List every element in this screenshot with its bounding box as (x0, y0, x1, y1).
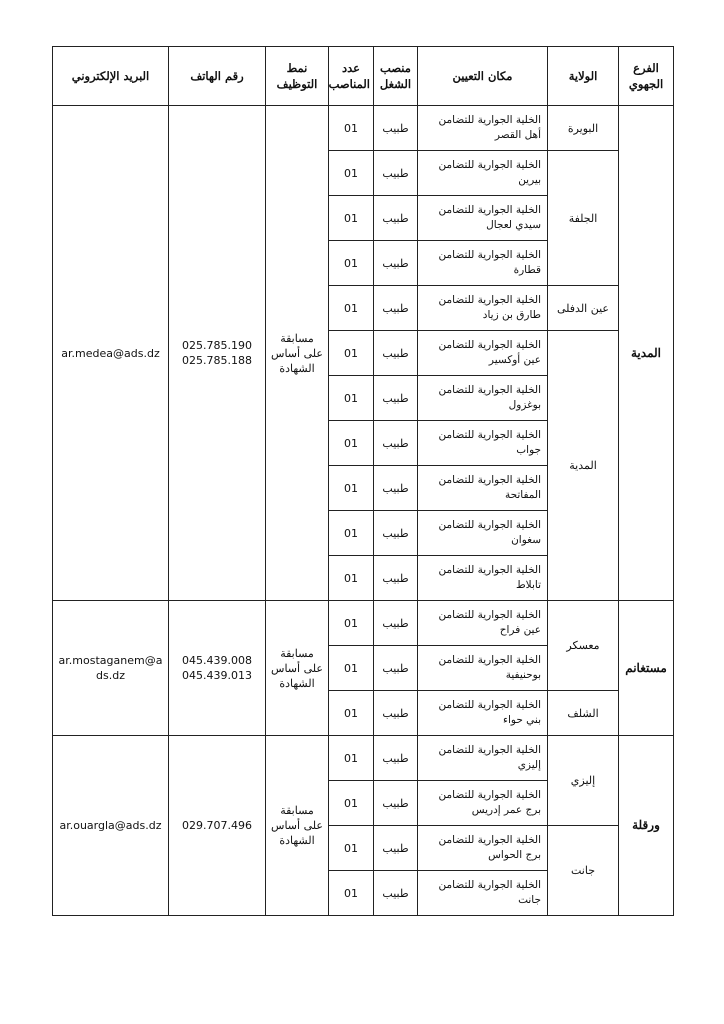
count-cell: 01 (329, 556, 374, 601)
header-branch: الفرع الجهوي (619, 47, 674, 106)
placement-cell (418, 106, 548, 151)
email-cell: ar.mostaganem@ads.dz (53, 601, 169, 736)
email-cell: ar.ouargla@ads.dz (53, 736, 169, 916)
count-cell: 01 (329, 781, 374, 826)
mode-line: الشهادة (279, 361, 315, 375)
count-cell: 01 (329, 196, 374, 241)
placement-line: بوحنيفية (505, 669, 541, 681)
placement-cell (418, 286, 548, 331)
mode-line: على أساس (271, 819, 323, 832)
placement-line: بوغزول (508, 399, 541, 411)
placement-cell (418, 556, 548, 601)
count-cell: 01 (329, 646, 374, 691)
placement-line: قطارة (513, 264, 541, 276)
placement-cell (418, 601, 548, 646)
placement-line: برج الحواس (488, 849, 541, 861)
placement-cell (418, 511, 548, 556)
placement-line: الخلية الجوارية للتضامن (438, 654, 541, 666)
placement-cell (418, 241, 548, 286)
placement-cell (418, 736, 548, 781)
placement-line: الخلية الجوارية للتضامن (438, 474, 541, 486)
placement-line: الخلية الجوارية للتضامن (438, 609, 541, 621)
placement-line: الخلية الجوارية للتضامن (438, 294, 541, 306)
placement-cell (418, 691, 548, 736)
placement-line: بيرين (518, 174, 541, 186)
wilaya-cell: جانت (548, 826, 619, 916)
position-cell: طبيب (374, 826, 418, 871)
placement-line: تابلاط (515, 579, 541, 591)
placement-line: الخلية الجوارية للتضامن (438, 699, 541, 711)
placement-line: إليزي (517, 759, 541, 771)
mode-line: مسابقة (280, 646, 314, 660)
mode-cell (266, 106, 329, 601)
count-cell: 01 (329, 691, 374, 736)
position-cell: طبيب (374, 736, 418, 781)
header-wilaya: الولاية (548, 47, 619, 106)
document-page (52, 46, 673, 916)
mode-line: الشهادة (279, 676, 315, 690)
placement-line: سيدي لعجال (486, 219, 541, 231)
table-row (53, 601, 674, 646)
count-cell: 01 (329, 826, 374, 871)
placement-line: الخلية الجوارية للتضامن (438, 204, 541, 216)
position-cell: طبيب (374, 196, 418, 241)
position-cell: طبيب (374, 421, 418, 466)
count-cell: 01 (329, 511, 374, 556)
phone-number: 045.439.008 (182, 654, 252, 667)
count-cell: 01 (329, 106, 374, 151)
phone-cell (169, 736, 266, 916)
position-cell: طبيب (374, 466, 418, 511)
placement-cell (418, 826, 548, 871)
placement-line: عين أوكسير (488, 354, 541, 366)
count-cell: 01 (329, 286, 374, 331)
wilaya-cell: عين الدفلى (548, 286, 619, 331)
branch-cell: ورقلة (619, 736, 674, 916)
placement-line: بني حواء (503, 714, 541, 726)
position-cell: طبيب (374, 871, 418, 916)
placement-line: الخلية الجوارية للتضامن (438, 249, 541, 261)
count-cell: 01 (329, 466, 374, 511)
header-phone: رقم الهاتف (169, 47, 266, 106)
placement-cell (418, 466, 548, 511)
count-cell: 01 (329, 331, 374, 376)
placement-cell (418, 196, 548, 241)
placement-line: المفاتحة (504, 489, 541, 501)
placement-cell (418, 421, 548, 466)
wilaya-cell: الشلف (548, 691, 619, 736)
position-cell: طبيب (374, 781, 418, 826)
placement-cell (418, 646, 548, 691)
wilaya-cell: المدية (548, 331, 619, 601)
mode-line: مسابقة (280, 804, 314, 817)
branch-cell: المدية (619, 106, 674, 601)
placement-line: الخلية الجوارية للتضامن (438, 879, 541, 891)
placement-line: سغوان (511, 534, 541, 546)
placement-line: برج عمر إدريس (471, 804, 541, 816)
position-cell: طبيب (374, 241, 418, 286)
position-cell: طبيب (374, 151, 418, 196)
mode-line: الشهادة (279, 834, 315, 847)
position-cell: طبيب (374, 511, 418, 556)
wilaya-cell: معسكر (548, 601, 619, 691)
count-cell: 01 (329, 601, 374, 646)
placement-line: أهل القصر (494, 129, 541, 141)
position-cell: طبيب (374, 646, 418, 691)
mode-line: على أساس (271, 661, 323, 675)
position-cell: طبيب (374, 691, 418, 736)
phone-cell (169, 106, 266, 601)
table-header-row (53, 47, 674, 106)
position-cell: طبيب (374, 601, 418, 646)
phone-number: 025.785.188 (182, 354, 252, 367)
placement-line: الخلية الجوارية للتضامن (438, 339, 541, 351)
table-row (53, 736, 674, 781)
placement-cell (418, 331, 548, 376)
placement-line: الخلية الجوارية للتضامن (438, 429, 541, 441)
table-row (53, 106, 674, 151)
position-cell: طبيب (374, 286, 418, 331)
count-cell: 01 (329, 151, 374, 196)
wilaya-cell: إليزي (548, 736, 619, 826)
header-place: مكان التعيين (418, 47, 548, 106)
phone-number: 045.439.013 (182, 669, 252, 682)
placement-line: الخلية الجوارية للتضامن (438, 744, 541, 756)
header-email: البريد الإلكتروني (53, 47, 169, 106)
wilaya-cell: البويرة (548, 106, 619, 151)
mode-cell (266, 601, 329, 736)
placement-line: عين فراح (499, 624, 541, 636)
count-cell: 01 (329, 736, 374, 781)
position-cell: طبيب (374, 556, 418, 601)
jobs-table (52, 46, 674, 916)
placement-line: الخلية الجوارية للتضامن (438, 114, 541, 126)
mode-line: مسابقة (280, 331, 314, 345)
count-cell: 01 (329, 376, 374, 421)
count-cell: 01 (329, 421, 374, 466)
placement-line: الخلية الجوارية للتضامن (438, 384, 541, 396)
position-cell: طبيب (374, 376, 418, 421)
count-cell: 01 (329, 871, 374, 916)
position-cell: طبيب (374, 106, 418, 151)
placement-line: الخلية الجوارية للتضامن (438, 519, 541, 531)
placement-line: جواب (516, 444, 541, 456)
placement-line: الخلية الجوارية للتضامن (438, 789, 541, 801)
header-mode: نمط التوظيف (266, 47, 329, 106)
count-cell: 01 (329, 241, 374, 286)
header-count: عدد المناصب (329, 47, 374, 106)
placement-line: الخلية الجوارية للتضامن (438, 834, 541, 846)
placement-line: الخلية الجوارية للتضامن (438, 564, 541, 576)
phone-number: 029.707.496 (182, 819, 252, 832)
header-position: منصب الشغل (374, 47, 418, 106)
placement-line: جانت (518, 894, 541, 906)
phone-number: 025.785.190 (182, 339, 252, 352)
phone-cell (169, 601, 266, 736)
position-cell: طبيب (374, 331, 418, 376)
branch-cell: مستغانم (619, 601, 674, 736)
mode-cell (266, 736, 329, 916)
wilaya-cell: الجلفة (548, 151, 619, 286)
placement-cell (418, 376, 548, 421)
placement-cell (418, 151, 548, 196)
placement-line: طارق بن زياد (482, 309, 541, 321)
mode-line: على أساس (271, 346, 323, 360)
table-body (53, 106, 674, 916)
email-cell: ar.medea@ads.dz (53, 106, 169, 601)
placement-line: الخلية الجوارية للتضامن (438, 159, 541, 171)
placement-cell (418, 871, 548, 916)
placement-cell (418, 781, 548, 826)
